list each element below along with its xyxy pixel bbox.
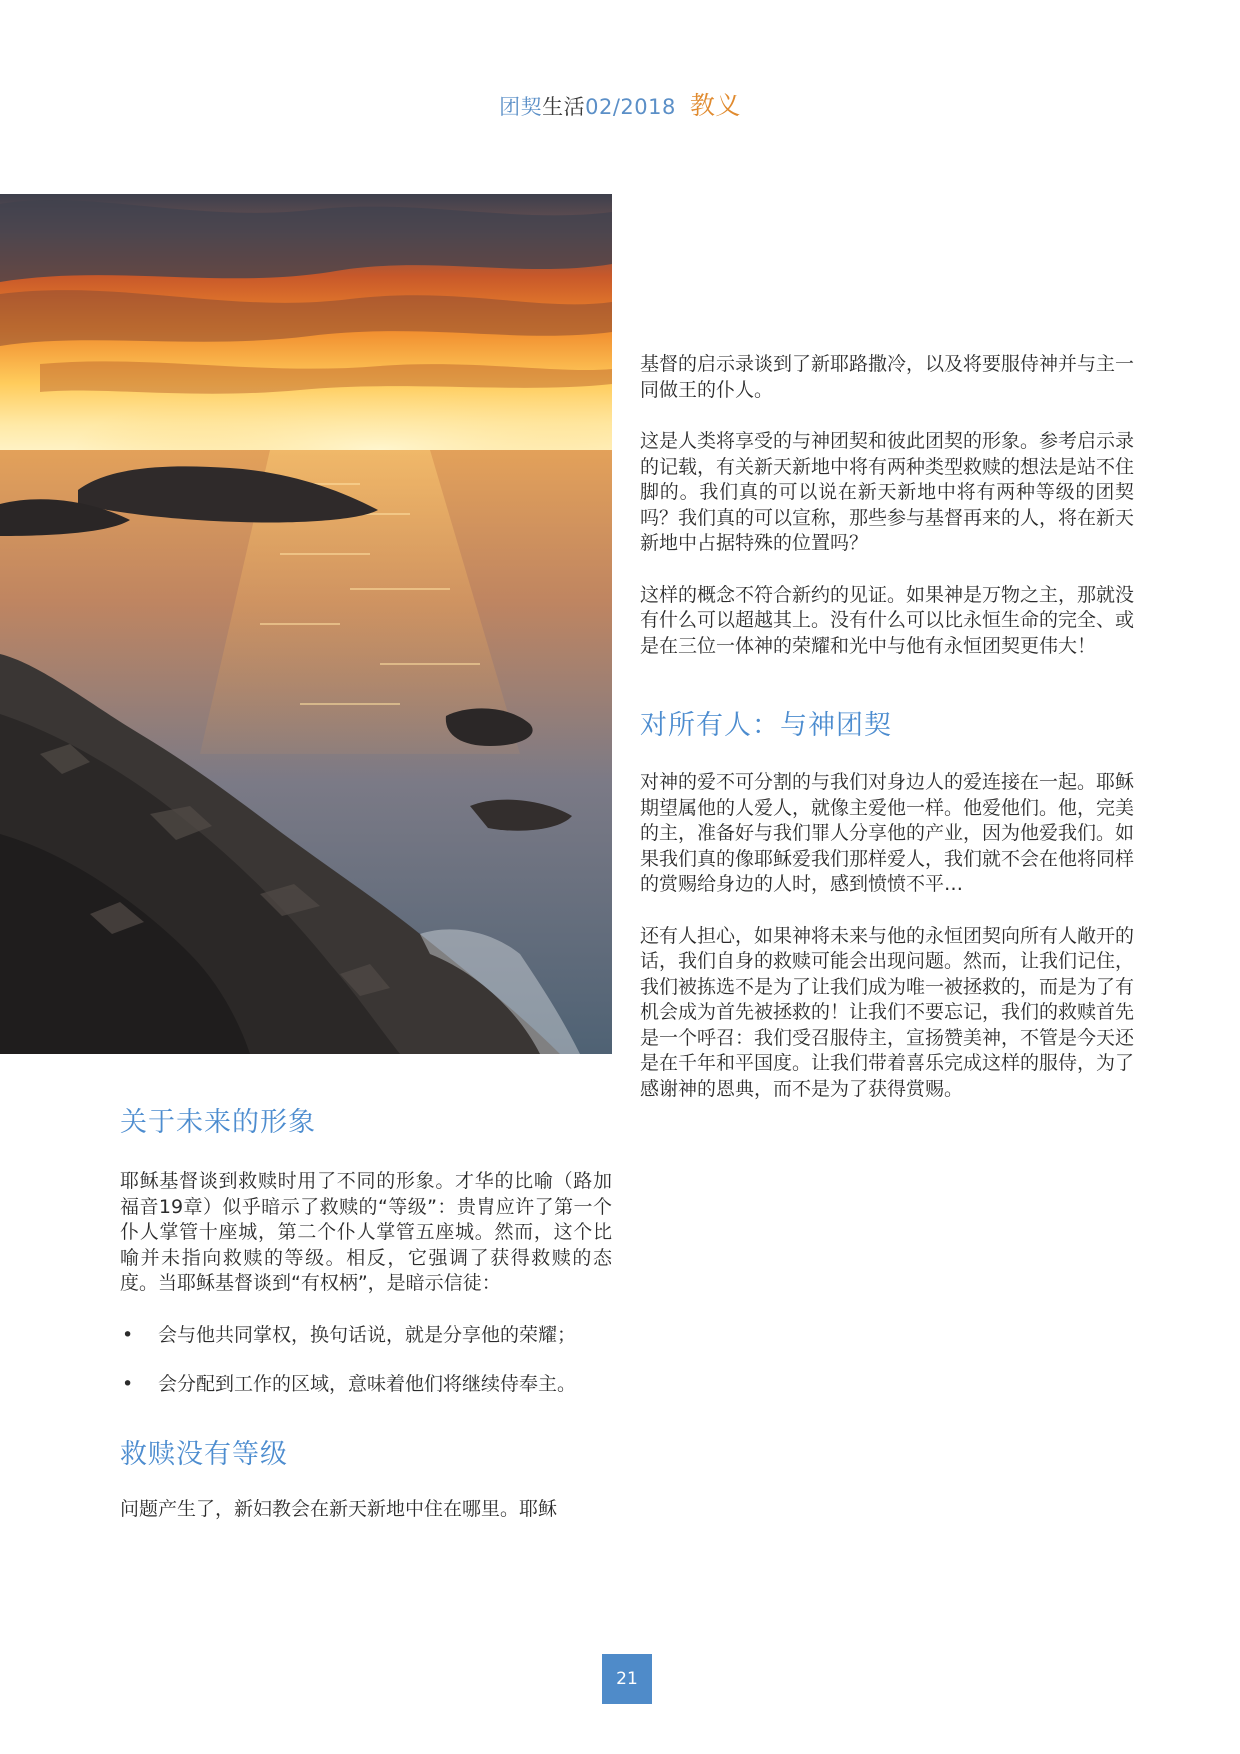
left-column bbox=[120, 1100, 612, 1522]
paragraph-fellowship-image: 这是人类将享受的与神团契和彼此团契的形象。参考启示录的记载，有关新天新地中将有两种类型救赎的想法是站不住脚的。我们真的可以说在新天新地中将有两种等级的团契吗？我们真的可以宣称，那些参与基督再来的人，将在新天新地中占据特殊的位置吗？ bbox=[640, 430, 1135, 554]
paragraph-new-testament: 这样的概念不符合新约的见证。如果神是万物之主，那就没有什么可以超越其上。没有什么可以比永恒生命的完全、或是在三位一体神的荣耀和光中与他有永恒团契更伟大！ bbox=[640, 583, 1135, 657]
running-header bbox=[0, 86, 1240, 122]
bullet-item bbox=[120, 1372, 612, 1398]
paragraph-love: 对神的爱不可分割的与我们对身边人的爱连接在一起。耶稣期望属他的人爱人，就像主爱他一样。他爱他们。他，完美的主，准备好与我们罪人分享他的产业，因为他爱我们。如果我们真的像耶稣爱我们那样爱人，我们就不会在他将同样的赏赐给身边的人时，感到愤愤不平… bbox=[640, 771, 1135, 895]
right-column bbox=[640, 352, 1134, 1102]
bullet-list bbox=[120, 1323, 612, 1398]
paragraph-future-images: 耶稣基督谈到救赎时用了不同的形象。才华的比喻（路加福音19章）似乎暗示了救赎的“等级”：贵胄应许了第一个仆人掌管十座城，第二个仆人掌管五座城。然而，这个比喻并未指向救赎的等级。相反，它强调了获得救赎的态度。当耶稣基督谈到“有权柄”，是暗示信徒： bbox=[120, 1170, 612, 1294]
heading-fellowship-for-all: 对所有人：与神团契 bbox=[640, 710, 892, 741]
bullet-text: 会分配到工作的区域，意味着他们将继续侍奉主。 bbox=[158, 1373, 577, 1395]
paragraph-no-levels: 问题产生了，新妇教会在新天新地中住在哪里。耶稣 bbox=[120, 1497, 558, 1520]
sunset-coast-photo bbox=[0, 194, 612, 1054]
heading-no-levels: 救赎没有等级 bbox=[120, 1438, 288, 1470]
paragraph-revelation: 基督的启示录谈到了新耶路撒冷，以及将要服侍神并与主一同做王的仆人。 bbox=[640, 353, 1135, 401]
page-number: 21 bbox=[602, 1654, 652, 1704]
bullet-glyph: • bbox=[122, 1323, 134, 1346]
magazine-name-part1: 团契 bbox=[499, 95, 543, 119]
magazine-name-part2: 生活 bbox=[542, 95, 586, 119]
heading-future-images: 关于未来的形象 bbox=[120, 1107, 316, 1138]
bullet-item bbox=[120, 1323, 612, 1349]
bullet-text: 会与他共同掌权，换句话说，就是分享他的荣耀； bbox=[158, 1323, 577, 1346]
section-label: 教义 bbox=[689, 91, 741, 120]
paragraph-salvation: 还有人担心，如果神将未来与他的永恒团契向所有人敞开的话，我们自身的救赎可能会出现问题。然而，让我们记住，我们被拣选不是为了让我们成为唯一被拯救的，而是为了有机会成为首先被拯救的！让我们不要忘记，我们的救赎首先是一个呼召：我们受召服侍主，宣扬赞美神，不管是今天还是在千年和平国度。让我们带着喜乐完成这样的服侍，为了感谢神的恩典，而不是为了获得赏赐。 bbox=[640, 924, 1135, 1100]
bullet-glyph: • bbox=[122, 1373, 134, 1395]
issue-number: 02/2018 bbox=[585, 95, 676, 119]
